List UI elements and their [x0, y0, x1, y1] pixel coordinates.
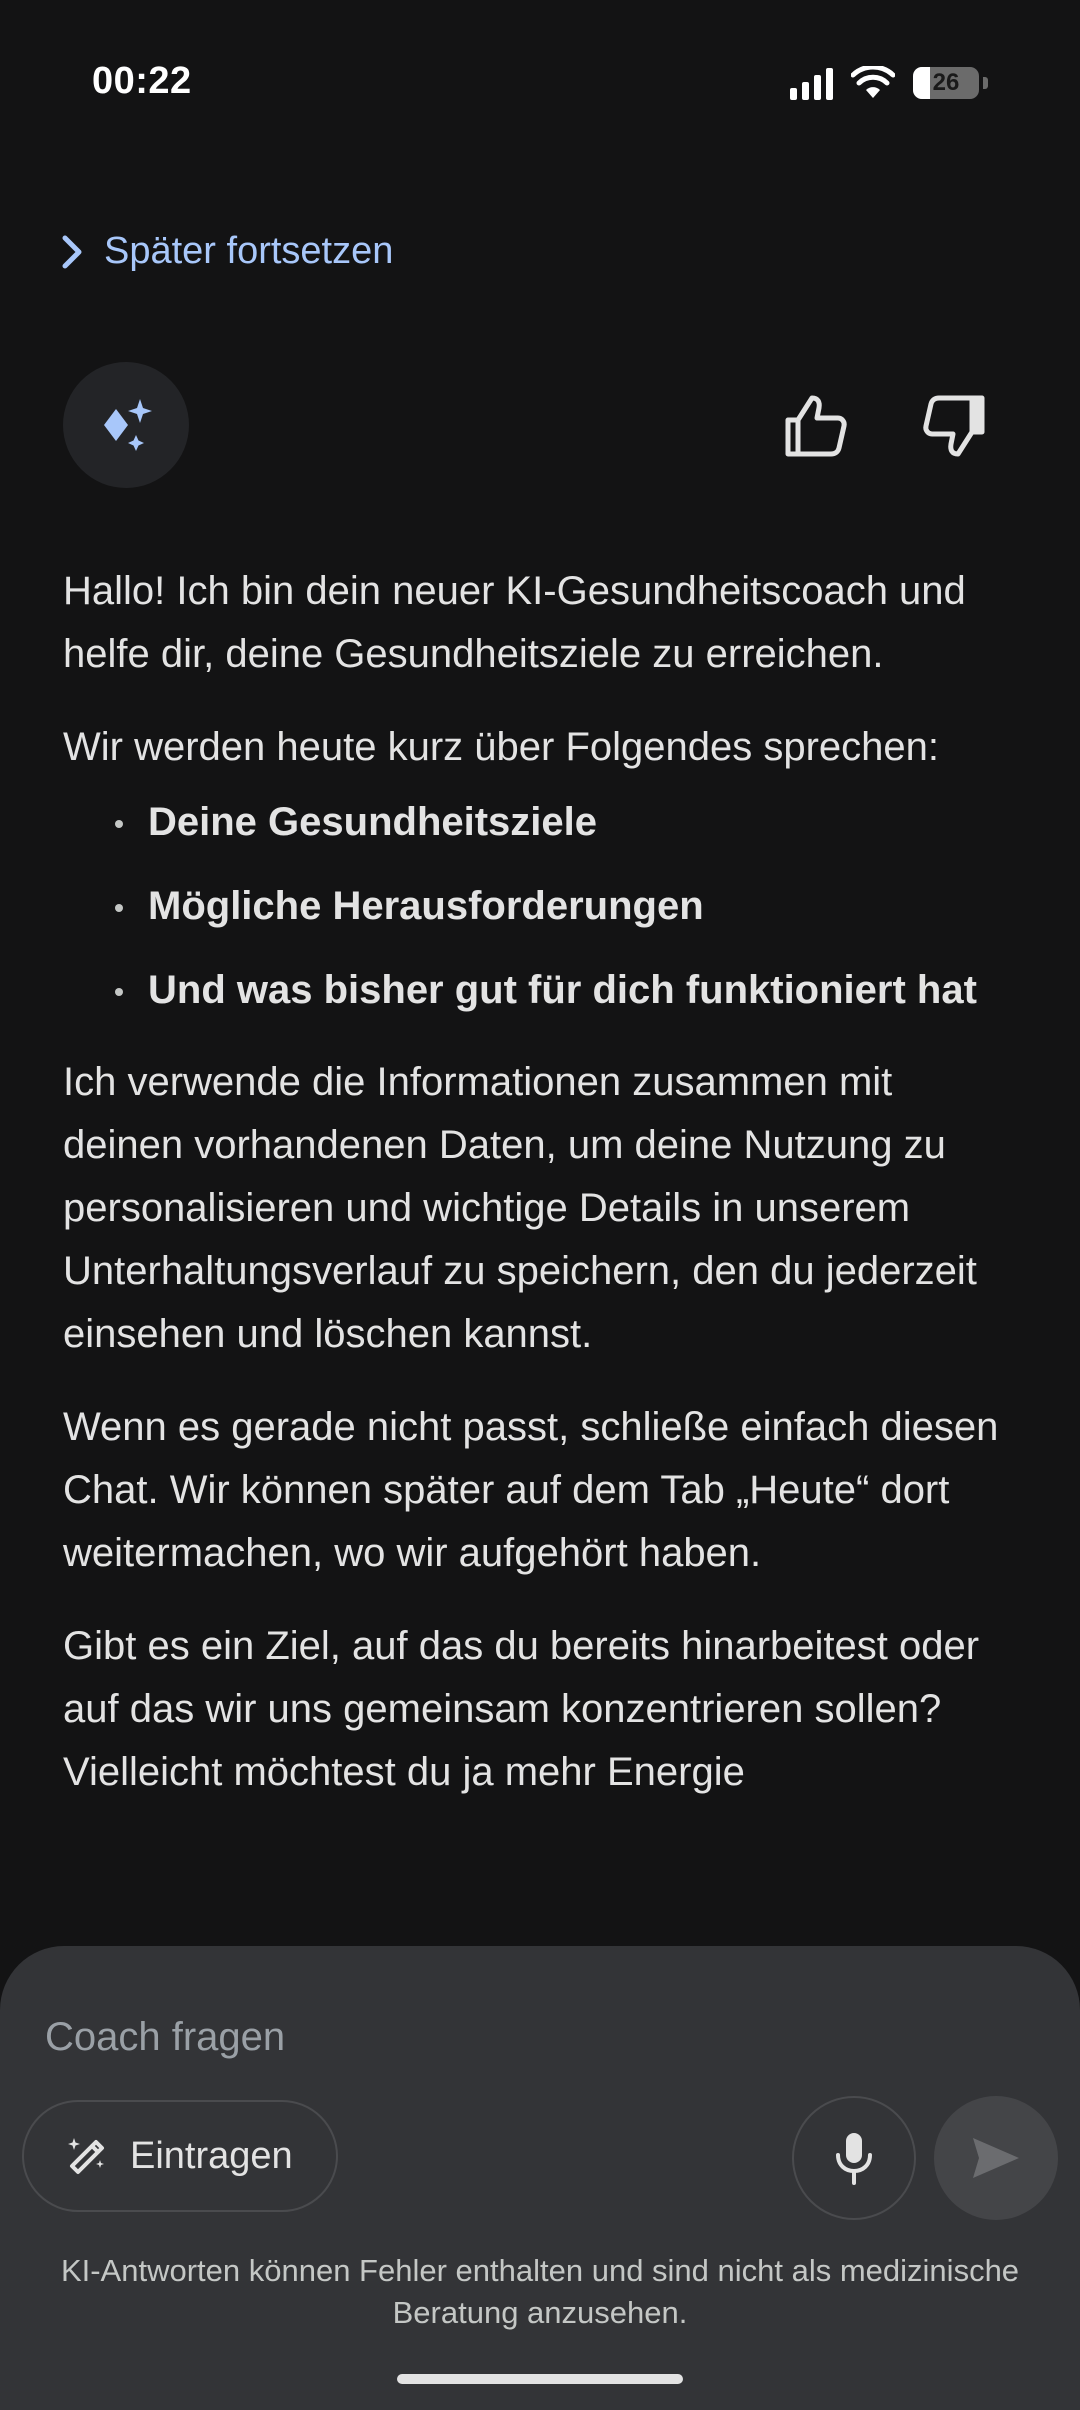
- composer-panel: [0, 1946, 1080, 2410]
- battery-icon: [913, 67, 979, 99]
- send-button[interactable]: [934, 2096, 1058, 2220]
- message-later-info: Wenn es gerade nicht passt, schließe einfach diesen Chat. Wir können später auf dem Tab „Heute“ dort weitermachen, wo wir aufgehört haben.: [63, 1405, 999, 1575]
- continue-later-link[interactable]: [60, 230, 393, 273]
- continue-later-label: Später fortsetzen: [104, 230, 394, 272]
- status-time: 00:22: [92, 60, 192, 102]
- list-item: Deine Gesundheitsziele: [148, 791, 1023, 853]
- microphone-icon: [832, 2131, 876, 2185]
- signal-icon: [790, 66, 833, 100]
- magic-pen-icon: [64, 2134, 108, 2178]
- thumb-up-button[interactable]: [782, 392, 850, 460]
- list-item: Mögliche Herausforderungen: [148, 875, 1023, 937]
- message-data-usage: Ich verwende die Informationen zusammen mit deinen vorhandenen Daten, um deine Nutzung zu personalisieren und wichtige Details in unserem Unterhaltungsverlauf zu speichern, den du jederzeit einsehen und löschen kannst.: [63, 1060, 977, 1356]
- battery-level: 26: [932, 69, 960, 96]
- topics-list: [63, 791, 1023, 1021]
- thumb-down-button[interactable]: [920, 392, 988, 460]
- thumb-up-icon: [782, 392, 850, 460]
- list-item: Und was bisher gut für dich funktioniert hat: [148, 959, 1023, 1021]
- wifi-icon: [851, 66, 895, 100]
- message-topics-intro: Wir werden heute kurz über Folgendes sprechen:: [63, 725, 940, 769]
- message-intro: Hallo! Ich bin dein neuer KI-Gesundheitscoach und helfe dir, deine Gesundheitsziele zu erreichen.: [63, 569, 966, 676]
- status-icons: [790, 66, 988, 100]
- entry-button[interactable]: [22, 2100, 338, 2212]
- coach-message: [63, 560, 1023, 1834]
- ai-disclaimer: KI-Antworten können Fehler enthalten und sind nicht als medizinische Beratung anzusehen.: [60, 2253, 1020, 2330]
- ask-coach-input[interactable]: [43, 2006, 747, 2068]
- chevron-right-icon: [60, 234, 86, 270]
- sparkle-icon: [96, 395, 156, 455]
- status-bar: [0, 0, 1080, 170]
- send-icon: [971, 2136, 1021, 2180]
- microphone-button[interactable]: [792, 2096, 916, 2220]
- thumb-down-icon: [920, 392, 988, 460]
- coach-avatar: [63, 362, 189, 488]
- home-indicator[interactable]: [397, 2374, 683, 2384]
- message-question: Gibt es ein Ziel, auf das du bereits hinarbeitest oder auf das wir uns gemeinsam konzentrieren sollen? Vielleicht möchtest du ja mehr Energie: [63, 1624, 980, 1794]
- entry-button-label: Eintragen: [130, 2134, 293, 2177]
- battery-nub: [983, 77, 988, 89]
